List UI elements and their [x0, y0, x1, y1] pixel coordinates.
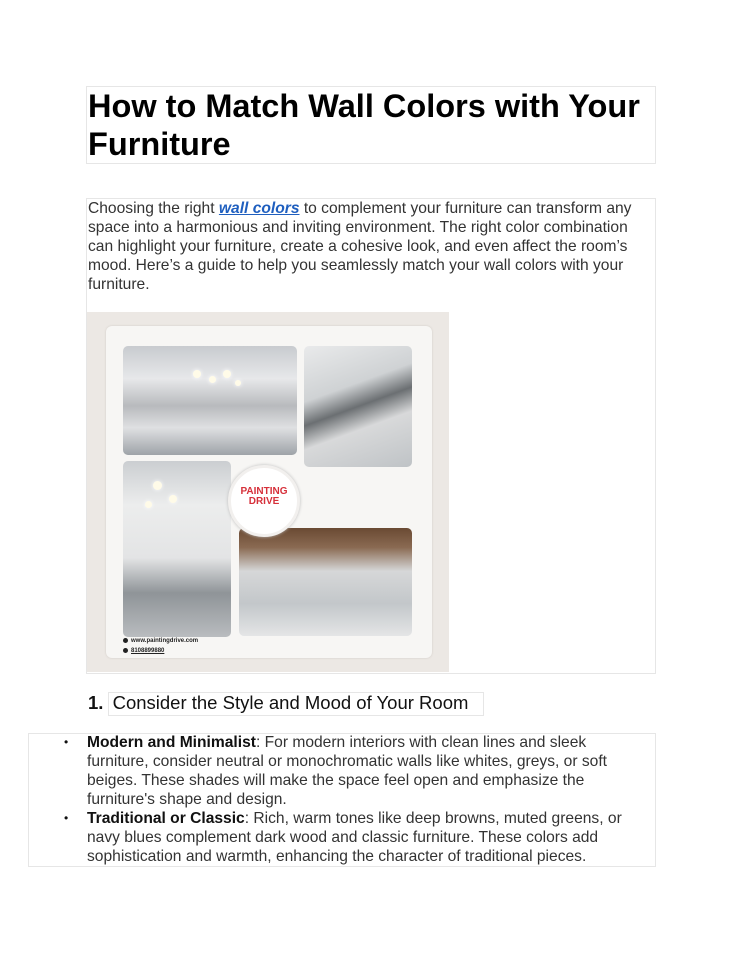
section-heading-text: Consider the Style and Mood of Your Room	[112, 692, 469, 713]
section-number: 1.	[88, 692, 104, 713]
style-list	[64, 733, 650, 866]
globe-icon	[123, 638, 128, 643]
painting-drive-logo: PAINTING DRIVE	[228, 465, 300, 537]
room-photo-living	[123, 346, 297, 455]
room-photo-hall	[304, 346, 412, 467]
room-collage-image	[87, 312, 449, 672]
phone-icon	[123, 648, 128, 653]
list-item-term: Modern and Minimalist	[87, 734, 256, 751]
list-item	[64, 733, 650, 809]
wall-colors-link[interactable]: wall colors	[218, 200, 300, 217]
section-heading	[88, 692, 468, 714]
intro-text-start: Choosing the right	[88, 200, 219, 217]
room-photo-corridor	[123, 461, 231, 637]
intro-paragraph	[88, 199, 650, 294]
room-photo-dining	[239, 528, 412, 636]
contact-website: www.paintingdrive.com	[123, 638, 198, 644]
list-item-term: Traditional or Classic	[87, 810, 245, 827]
list-item-text: : Rich, warm tones like deep browns, muted greens, or navy blues complement dark wood and classic furniture. These colors add sophistication and warmth, enhancing the character of traditional pieces.	[87, 810, 622, 865]
contact-phone: 8108899880	[123, 648, 164, 654]
page-title: How to Match Wall Colors with Your Furniture	[88, 88, 640, 162]
intro-text-end: to complement your furniture can transform any space into a harmonious and inviting environment. The right color combination can highlight your furniture, create a cohesive look, and even affect the room’s mood. Here’s a guide to help you seamlessly match your wall colors with your furniture.	[88, 200, 632, 293]
list-item	[64, 809, 650, 866]
list-item-text: : For modern interiors with clean lines and sleek furniture, consider neutral or monochromatic walls like whites, greys, or soft beiges. These shades will make the space feel open and emphasize the furniture's shape and design.	[87, 734, 607, 808]
